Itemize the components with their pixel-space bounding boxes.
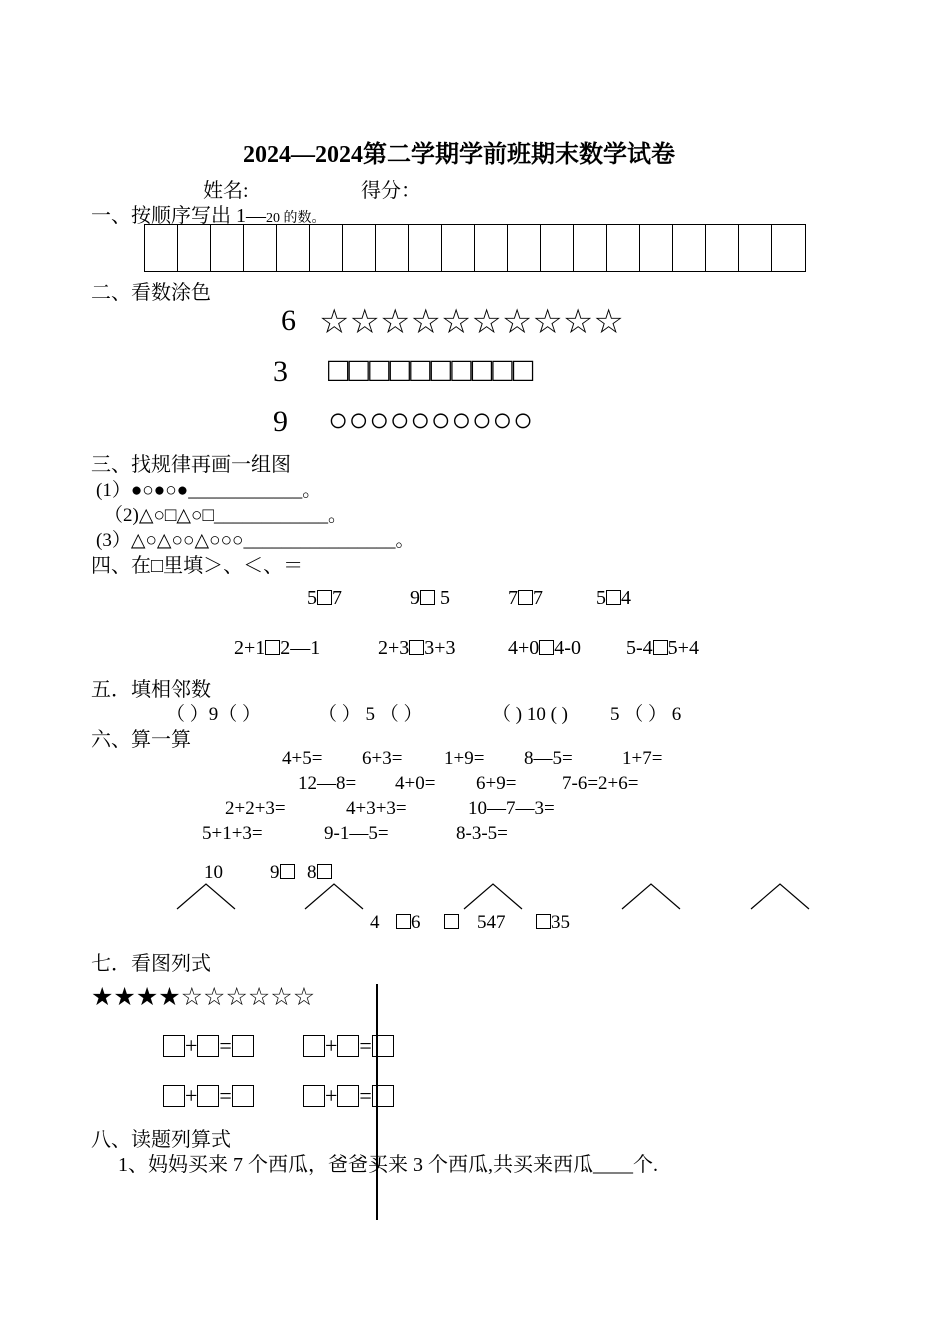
pattern-item-1[interactable]: (1）●○●○●____________。 <box>96 480 322 501</box>
compare-1-2[interactable]: 9 5 <box>410 587 450 609</box>
bond-bottom-box[interactable] <box>444 912 459 934</box>
color-count-3: 3 <box>273 355 288 388</box>
bond-top-8[interactable]: 8 <box>307 862 332 884</box>
section-8-heading: 八、读题列算式 <box>91 1129 231 1151</box>
calc-item[interactable]: 10—7—3= <box>468 798 555 819</box>
circle-row[interactable]: ○○○○○○○○○○ <box>328 402 534 439</box>
color-count-6: 6 <box>281 304 296 337</box>
equation-row-2-left[interactable]: + = <box>163 1083 254 1109</box>
star-picture: ★★★★☆☆☆☆☆☆ <box>91 984 316 1011</box>
pattern-item-2[interactable]: （2)△○□△○□____________。 <box>104 505 347 526</box>
calc-item[interactable]: 8-3-5= <box>456 823 508 844</box>
neighbor-item-4[interactable]: 5 （ ） 6 <box>610 704 682 725</box>
star-row[interactable]: ☆☆☆☆☆☆☆☆☆☆ <box>319 304 624 341</box>
calc-item[interactable]: 9-1—5= <box>324 823 389 844</box>
section-5-heading: 五．填相邻数 <box>91 679 211 701</box>
compare-1-3[interactable]: 7 7 <box>508 587 543 609</box>
bond-bottom-547: 547 <box>477 912 506 933</box>
compare-2-1[interactable]: 2+1 2—1 <box>234 637 321 659</box>
calc-item[interactable]: 1+9= <box>444 748 485 769</box>
calc-item[interactable]: 6+9= <box>476 773 517 794</box>
neighbor-item-3[interactable]: （ ) 10 ( ) <box>492 704 568 725</box>
compare-2-2[interactable]: 2+3 3+3 <box>378 637 456 659</box>
section-1-heading-tail: 20 的数。 <box>266 211 326 226</box>
calc-item[interactable]: 4+3+3= <box>346 798 407 819</box>
section-4-heading: 四、在□里填＞、＜、＝ <box>91 555 304 577</box>
bond-bottom-6[interactable]: 6 <box>396 912 421 934</box>
calc-item[interactable]: 2+2+3= <box>225 798 286 819</box>
compare-1-1[interactable]: 5 7 <box>307 587 342 609</box>
color-count-9: 9 <box>273 405 288 438</box>
calc-item[interactable]: 4+0= <box>395 773 436 794</box>
calc-item[interactable]: 12—8= <box>298 773 357 794</box>
bond-bottom-35[interactable]: 35 <box>536 912 570 934</box>
calc-item[interactable]: 7-6=2+6= <box>562 773 639 794</box>
section-1-heading-text: 一、按顺序写出 1— <box>91 205 266 227</box>
bond-bottom-4: 4 <box>370 912 380 933</box>
compare-2-3[interactable]: 4+0 4-0 <box>508 637 581 659</box>
divider-line <box>376 984 378 1220</box>
bond-top-9[interactable]: 9 <box>270 862 295 884</box>
calc-item[interactable]: 5+1+3= <box>202 823 263 844</box>
bond-top-10: 10 <box>204 862 223 883</box>
square-row[interactable]: □□□□□□□□□□ <box>328 352 534 389</box>
section-2-heading: 二、看数涂色 <box>91 282 211 304</box>
section-3-heading: 三、找规律再画一组图 <box>91 454 291 476</box>
equation-row-2-right[interactable]: + = <box>303 1083 394 1109</box>
equation-row-1-left[interactable]: + = <box>163 1033 254 1059</box>
name-label: 姓名: <box>203 180 249 202</box>
calc-item[interactable]: 4+5= <box>282 748 323 769</box>
section-6-heading: 六、算一算 <box>91 729 191 751</box>
calc-item[interactable]: 6+3= <box>362 748 403 769</box>
compare-2-4[interactable]: 5-4 5+4 <box>626 637 699 659</box>
neighbor-item-1[interactable]: （ ）9（ ） <box>166 704 262 725</box>
calc-item[interactable]: 1+7= <box>622 748 663 769</box>
word-problem-1[interactable]: 1、妈妈买来 7 个西瓜，爸爸买来 3 个西瓜,共买来西瓜____个. <box>118 1154 658 1176</box>
equation-row-1-right[interactable]: + = <box>303 1033 394 1059</box>
pattern-item-3[interactable]: (3）△○△○○△○○○________________。 <box>96 530 415 551</box>
section-7-heading: 七．看图列式 <box>91 953 211 975</box>
exam-title: 2024—2024第二学期学前班期末数学试卷 <box>243 142 675 168</box>
calc-item[interactable]: 8—5= <box>524 748 573 769</box>
compare-1-4[interactable]: 5 4 <box>596 587 631 609</box>
score-label: 得分： <box>361 180 421 202</box>
neighbor-item-2[interactable]: （ ） 5 （ ） <box>318 704 423 725</box>
